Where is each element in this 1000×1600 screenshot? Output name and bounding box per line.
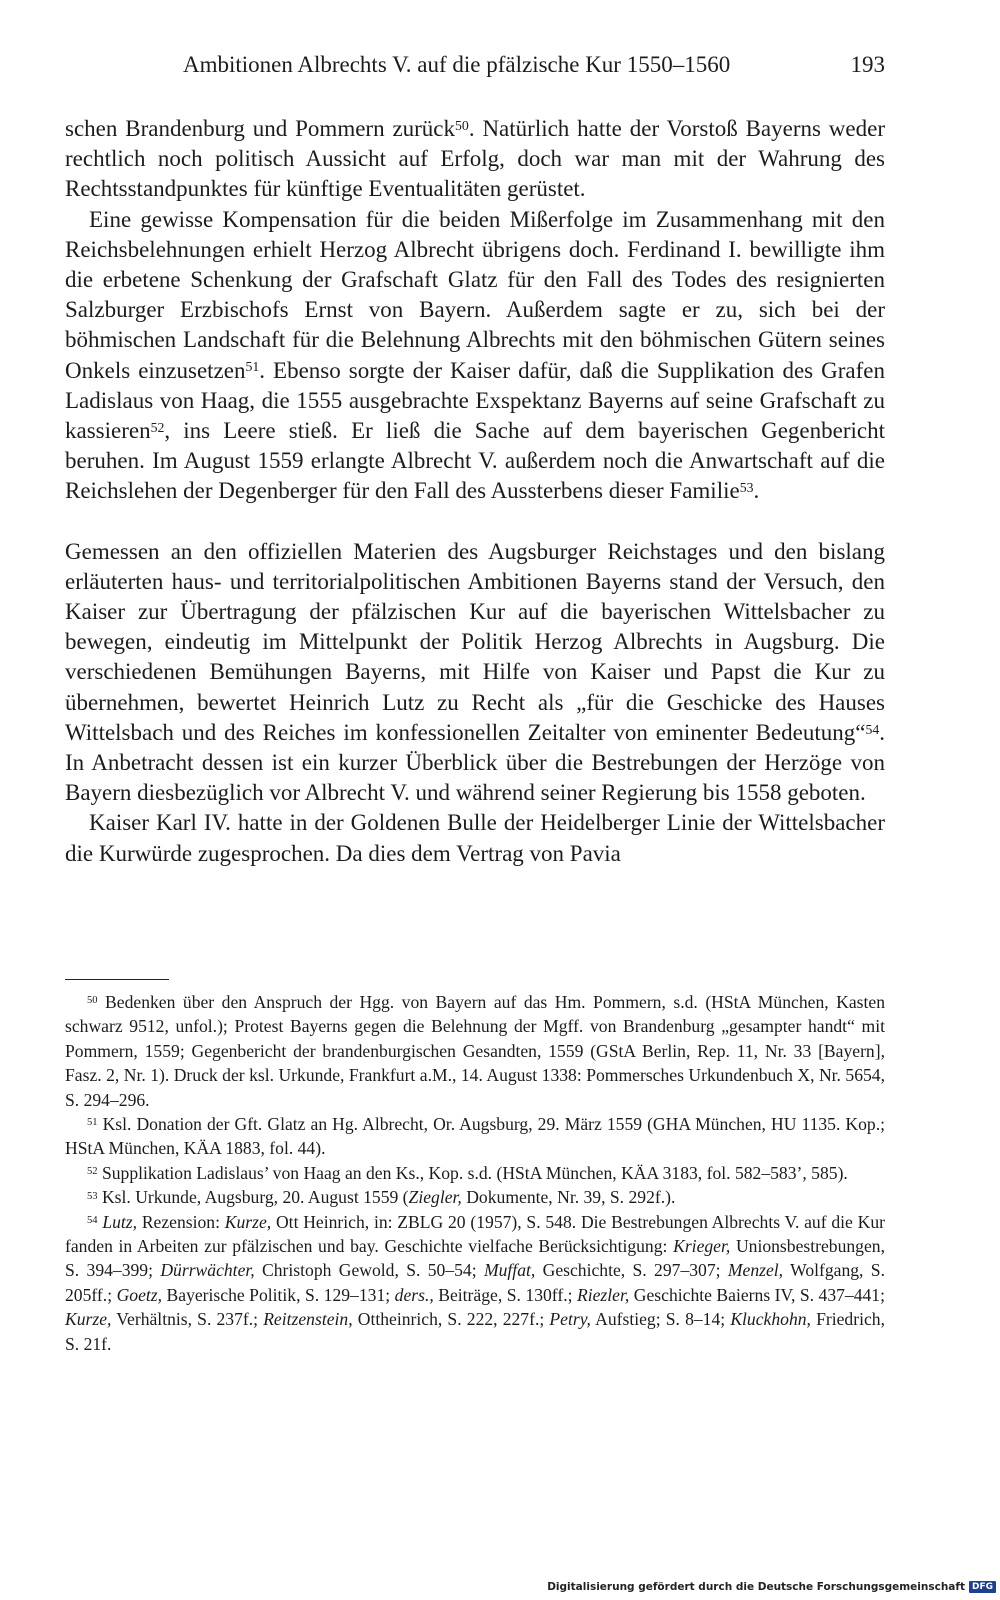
footnote-ref-53[interactable]: 53	[739, 480, 754, 496]
footnote-ref-52[interactable]: 52	[150, 419, 165, 435]
paragraph-1: schen Brandenburg und Pommern zurück$^{50}$. Natürlich hatte der Vorstoß Bayerns weder rechtlich noch politisch Aussicht auf Erfolg, doch war man mit der Wahrung des Rechtsstandpunktes für künftige Eventualitäten gerüstet.	[65, 116, 885, 202]
paragraph-2: Eine gewisse Kompensation für die beiden Mißerfolge im Zusammenhang mit den Reichsbelehnungen erhielt Herzog Albrecht übrigens doch. Ferdinand I. bewilligte ihm die erbetene Schenkung der Grafschaft Glatz für den Fall des Todes des resignierten Salzburger Erzbischofs Ernst von Bayern. Außerdem sagte er zu, sich bei der böhmischen Landschaft für die Belehnung Albrechts mit den böhmischen Gütern seines Onkels einzusetzen$^{51}$. Ebenso sorgte der Kaiser dafür, daß die Supplikation des Grafen Ladislaus von Haag, die 1555 ausgebrachte Exspektanz Bayerns auf seine Grafschaft zu kassieren$^{52}$, ins Leere stieß. Er ließ die Sache auf dem bayerischen Gegenbericht beruhen. Im August 1559 erlangte Albrecht V. außerdem noch die Anwartschaft auf die Reichslehen der Degenberger für den Fall des Aussterbens dieser Familie$^{53}$.	[65, 206, 885, 504]
running-title: Ambitionen Albrechts V. auf die pfälzische Kur 1550–1560	[183, 52, 731, 77]
footnote-ref-51[interactable]: 51	[245, 359, 260, 375]
footnote-divider	[65, 979, 169, 980]
digitization-credit	[547, 1578, 996, 1596]
main-text	[65, 114, 885, 869]
paragraph-3: Gemessen an den offiziellen Materien des Augsburger Reichstages und den bislang erläuterten haus- und territorialpolitischen Ambitionen Bayerns stand der Versuch, den Kaiser zur Übertragung der pfälzischen Kur auf die bayerischen Wittelsbacher zu bewegen, eindeutig im Mittelpunkt der Politik Herzog Albrechts in Augsburg. Die verschiedenen Bemühungen Bayerns, mit Hilfe von Kaiser und Papst die Kur zu übernehmen, bewertet Heinrich Lutz zu Recht als „für die Geschicke des Hauses Wittelsbach und des Reiches im konfessionellen Zeitalter von eminenter Bedeutung“$^{54}$. In Anbetracht dessen ist ein kurzer Überblick über die Bestrebungen der Herzöge von Bayern diesbezüglich vor Albrecht V. und während seiner Regierung bis 1558 geboten.	[65, 538, 885, 806]
credit-text: Digitalisierung gefördert durch die Deutsche Forschungsgemeinschaft	[547, 1581, 965, 1593]
dfg-logo: DFG	[969, 1581, 996, 1593]
footnote-50: $^{50}$ Bedenken über den Anspruch der Hgg. von Bayern auf das Hm. Pommern, s.d. (HStA München, Kasten schwarz 9512, unfol.); Protest Bayerns gegen die Belehnung der Mgff. von Brandenburg „gesampter handt“ mit Pommern, 1559; Gegenbericht der brandenburgischen Gesandten, 1559 (GStA Berlin, Rep. 11, Nr. 33 [Bayern], Fasz. 2, Nr. 1). Druck der ksl. Urkunde, Frankfurt a.M., 14. August 1338: Pommersches Urkundenbuch X, Nr. 5654, S. 294–296.	[65, 992, 885, 1110]
footnotes	[65, 990, 885, 1356]
footnote-51: $^{51}$ Ksl. Donation der Gft. Glatz an Hg. Albrecht, Or. Augsburg, 29. März 1559 (GHA München, HU 1135. Kop.; HStA München, KÄA 1883, fol. 44).	[65, 1114, 885, 1159]
footnote-ref-54[interactable]: 54	[865, 721, 880, 737]
page-number: 193	[850, 52, 885, 77]
footnote-ref-50[interactable]: 50	[455, 117, 469, 133]
footnote-52: $^{52}$ Supplikation Ladislaus’ von Haag an den Ks., Kop. s.d. (HStA München, KÄA 3183, fol. 582–583’, 585).	[87, 1162, 848, 1183]
footnote-53: $^{53}$ Ksl. Urkunde, Augsburg, 20. August 1559 (Ziegler, Dokumente, Nr. 39, S. 292f.).	[87, 1187, 676, 1208]
paragraph-4: Kaiser Karl IV. hatte in der Goldenen Bulle der Heidelberger Linie der Wittelsbacher die Kurwürde zugesprochen. Da dies dem Vertrag von Pavia	[65, 810, 885, 866]
running-header	[65, 52, 885, 86]
footnote-54: $^{54}$ Lutz, Rezension: Kurze, Ott Heinrich, in: ZBLG 20 (1957), S. 548. Die Bestrebungen Albrechts V. auf die Kur fanden in Arbeiten zur pfälzischen und bay. Geschichte vielfache Berücksichtigung: Krieger, Unionsbestrebungen, S. 394–399; Dürrwächter, Christoph Gewold, S. 50–54; Muffat, Geschichte, S. 297–307; Menzel, Wolfgang, S. 205ff.; Goetz, Bayerische Politik, S. 129–131; ders., Beiträge, S. 130ff.; Riezler, Geschichte Baierns IV, S. 437–441; Kurze, Verhältnis, S. 237f.; Reitzenstein, Ottheinrich, S. 222, 227f.; Petry, Aufstieg; S. 8–14; Kluckhohn, Friedrich, S. 21f.	[65, 1211, 885, 1354]
